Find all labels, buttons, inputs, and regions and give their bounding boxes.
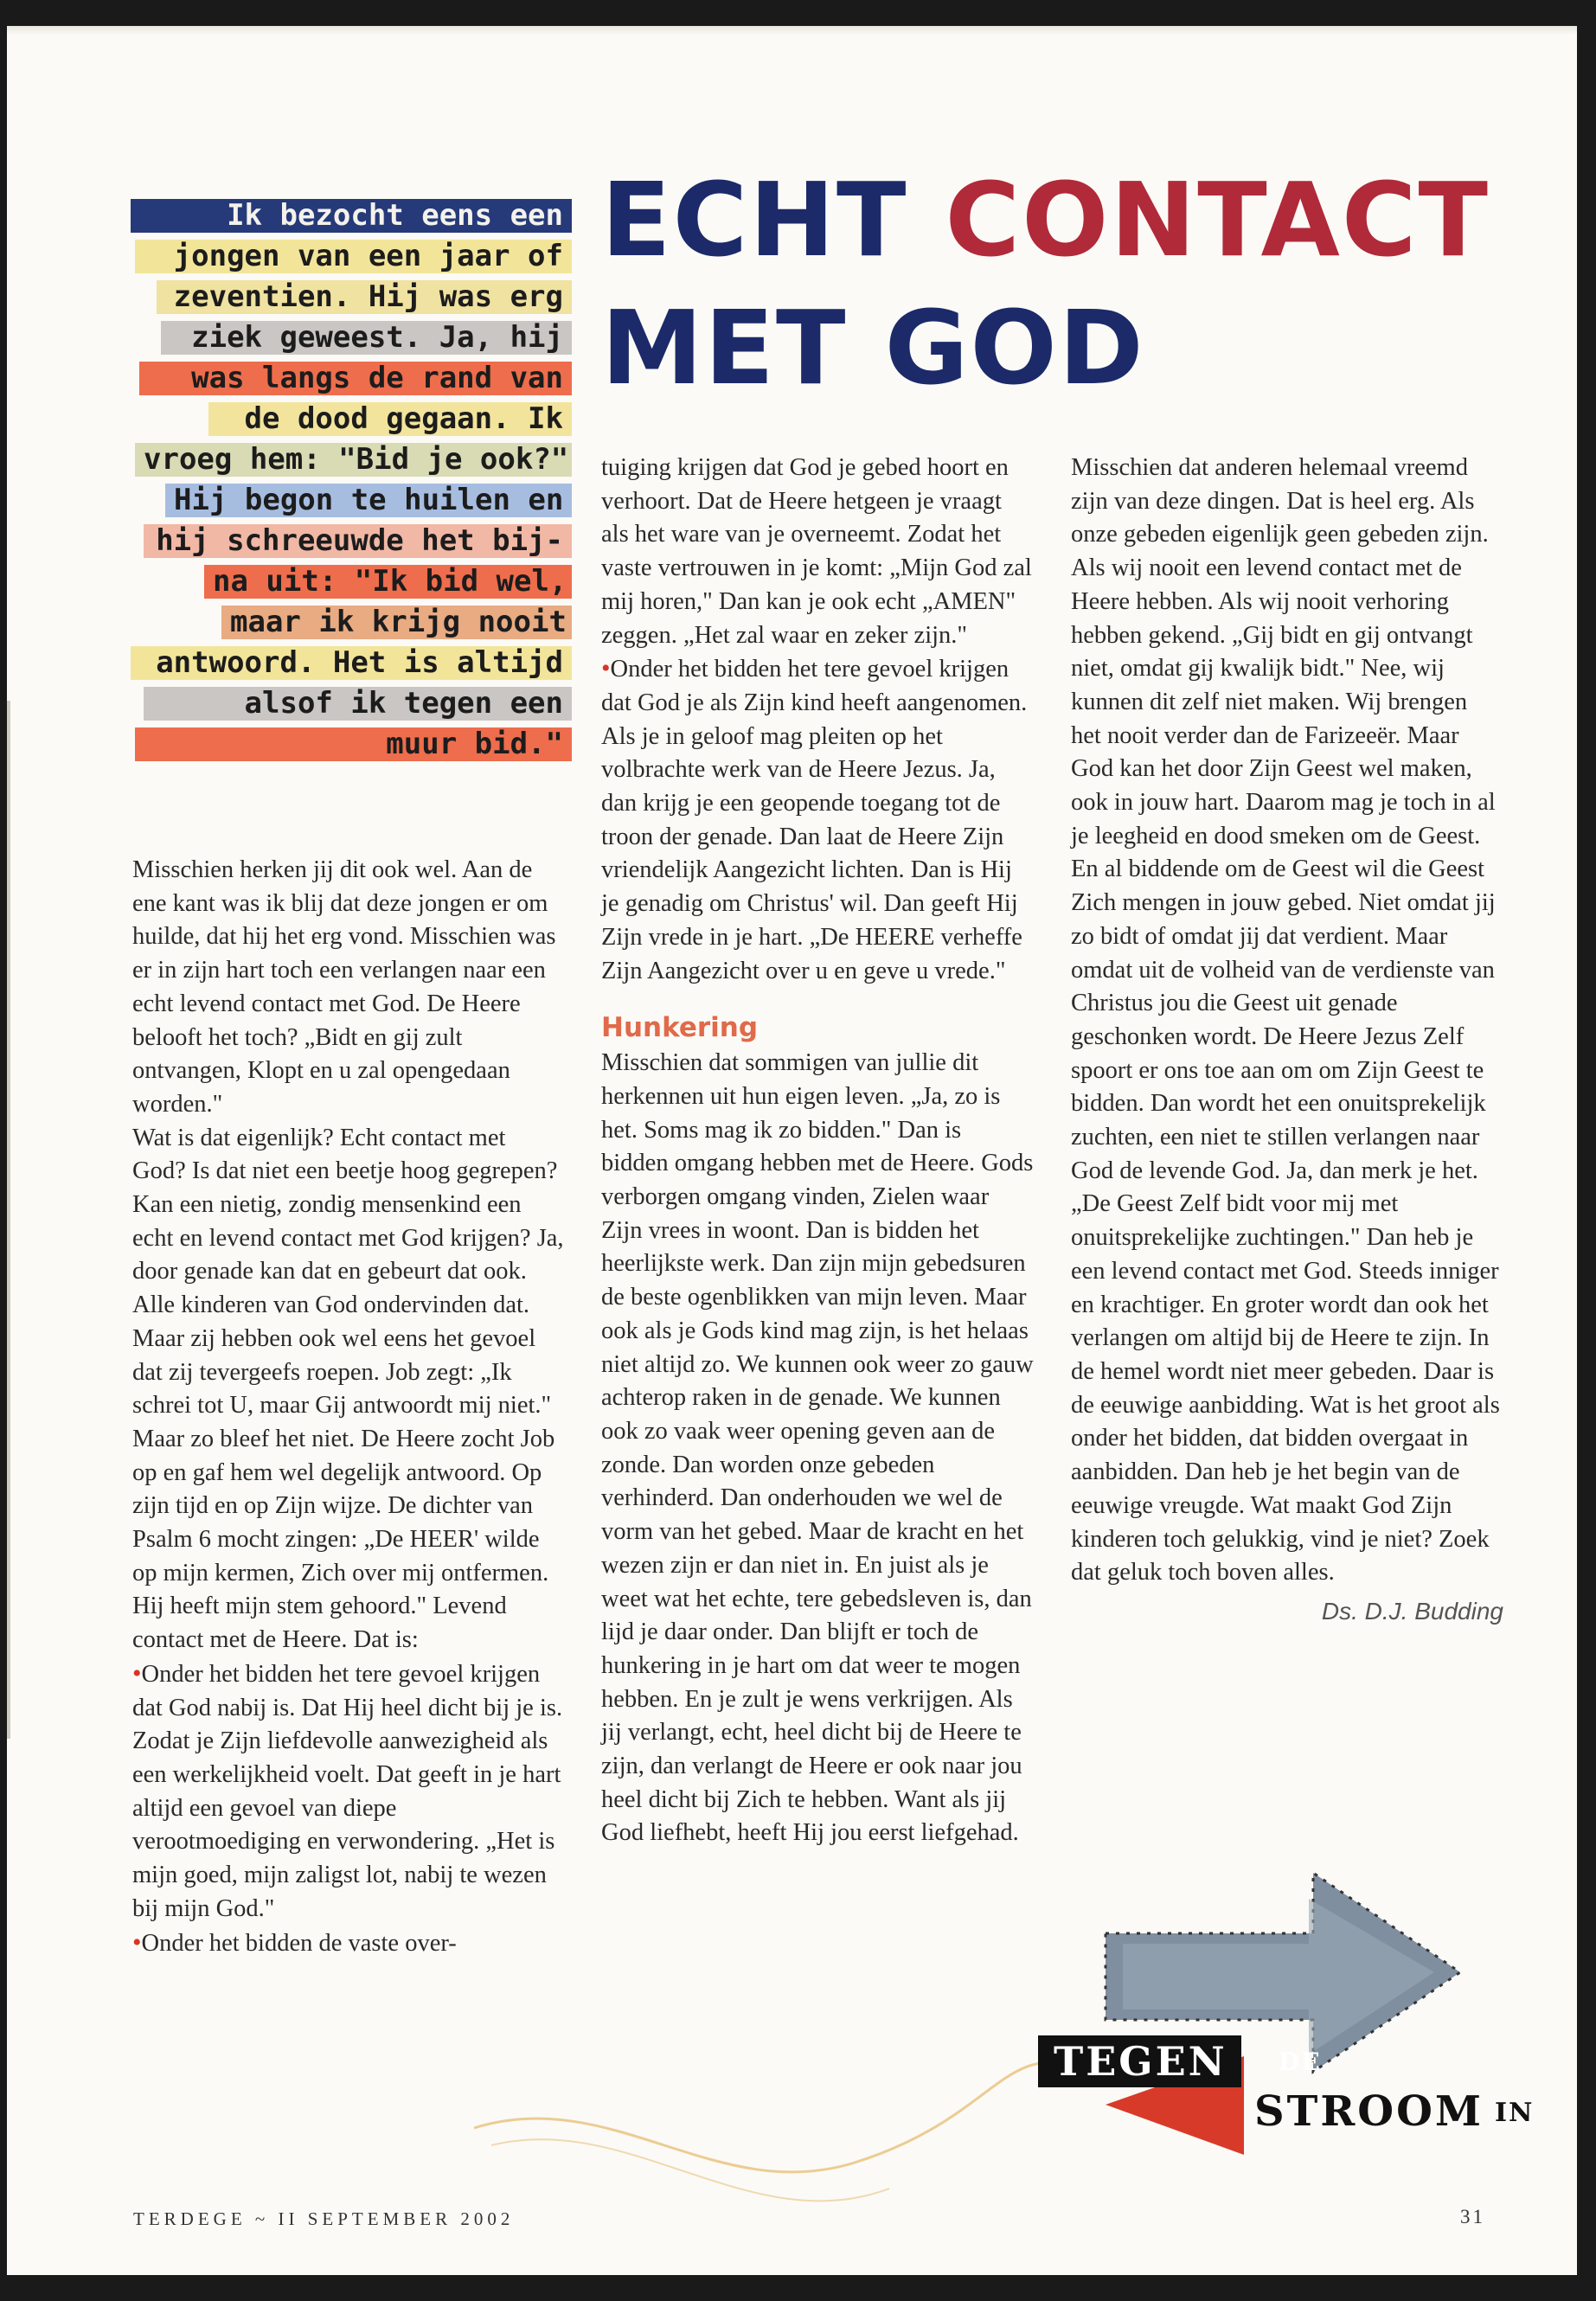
quote-line: muur bid." bbox=[135, 727, 572, 761]
logo-word-in: IN bbox=[1495, 2098, 1535, 2128]
paragraph: tuiging krijgen dat God je gebed hoort en verhoort. Dat de Heere hetgeen je vraagt als het ware van je overneemt. Zodat het vaste vertrouwen in je komt: „Mijn God zal mij horen," Dan kan je ook echt „AMEN" zeggen. „Het zal waar en zeker zijn." bbox=[601, 454, 1032, 649]
quote-line: na uit: "Ik bid wel, bbox=[204, 565, 572, 599]
quote-line: ziek geweest. Ja, hij bbox=[161, 321, 572, 355]
quote-line: jongen van een jaar of bbox=[135, 240, 572, 273]
quote-line: de dood gegaan. Ik bbox=[208, 402, 572, 436]
footer-publication: TERDEGE ~ II SEPTEMBER 2002 bbox=[133, 2208, 515, 2229]
logo-word-tegen: TEGEN bbox=[1038, 2035, 1241, 2087]
tegen-de-stroom-in-logo bbox=[1028, 1864, 1564, 2193]
page-number: 31 bbox=[1460, 2206, 1485, 2227]
paragraph: Misschien dat sommigen van jullie dit herkennen uit hun eigen leven. „Ja, zo is het. Soms mag ik zo bidden." Dan is bidden omgang hebben met de Heere. Gods verborgen omgang vinden, Zielen waar Zijn vrees in woont. Dan is bidden het heerlijkste werk. Dan zijn mijn gebedsuren de beste ogenblikken van mijn leven. Maar ook als je Gods kind mag zijn, is het helaas niet altijd zo. We kunnen ook weer zo gauw achterop raken in de genade. We kunnen ook zo vaak weer opening geven aan de zonde. Dan worden onze gebeden verhinderd. Dan onderhouden we wel de vorm van het gebed. Maar de kracht en het wezen zijn er dan niet in. En juist als je weet wat het echte, tere gebedsleven is, dan lijd je daar onder. Dan blijft er toch de hunkering in je hart om dat weer te mogen hebben. En je zult je wens verkrijgen. Als jij verlangt, echt, heel dicht bij de Heere te zijn, dan verlangt de Heere er ook naar jou heel dicht bij Zich te hebben. Want als jij God liefhebt, heeft Hij jou eerst liefgehad. bbox=[601, 1049, 1034, 1847]
title-word-echt: ECHT bbox=[601, 160, 908, 279]
quote-line: vroeg hem: "Bid je ook?" bbox=[135, 443, 572, 477]
quote-line: hij schreeuwde het bij- bbox=[144, 524, 572, 558]
title-word-contact: CONTACT bbox=[945, 160, 1490, 279]
body-column-1 bbox=[132, 854, 565, 1960]
paragraph: Misschien dat anderen helemaal vreemd zijn van deze dingen. Dat is heel erg. Als onze gebeden eigenlijk geen gebeden zijn. Als wij nooit een levend contact met de Heere hebben. Als wij nooit verhoring hebben gekend. „Gij bidt en gij ontvangt niet, omdat gij kwalijk bidt." Nee, wij kunnen dit zelf niet maken. Wij brengen het nooit verder dan de Farizeeër. Maar God kan het door Zijn Geest wel maken, ook in jouw hart. Daarom mag je toch in al je leegheid en dood smeken om de Geest. En al biddende om de Geest wil die Geest Zich mengen in jouw gebed. Niet omdat jij zo bidt of omdat jij dat verdient. Maar omdat uit de volheid van de verdienste van Christus jou die Geest uit genade geschonken wordt. De Heere Jezus Zelf spoort er ons toe aan om om Zijn Geest te bidden. Dan wordt het een onuitsprekelijk zuchten, een niet te stillen verlangen naar God de levende God. Ja, dan merk je het. „De Geest Zelf bidt voor mij met onuitsprekelijke zuchtingen." Dan heb je een levend contact met God. Steeds inniger en krachtiger. En groter wordt dan ook het verlangen om altijd bij de Heere te zijn. In de hemel wordt niet meer gebeden. Daar is de eeuwige aanbidding. Wat is het groot als onder het bidden, dat bidden overgaat in aanbidden. Dan heb je het begin van de eeuwige vreugde. Wat maakt God Zijn kinderen toch gelukkig, vind je niet? Zoek dat geluk toch boven alles. bbox=[1071, 454, 1500, 1586]
arrow-graphic bbox=[1028, 1864, 1564, 2193]
logo-word-de: DE bbox=[1279, 2048, 1322, 2076]
quote-line: was langs de rand van bbox=[139, 362, 572, 395]
body-column-2 bbox=[601, 452, 1034, 1850]
quote-line: Hij begon te huilen en bbox=[165, 484, 572, 517]
paragraph: Wat is dat eigenlijk? Echt contact met God? Is dat niet een beetje hoog gegrepen? Kan een nietig, zondig mensenkind een echt en levend contact met God krijgen? Ja, door genade kan dat en gebeurt dat ook. Alle kinderen van God ondervinden dat. Maar zij hebben ook wel eens het gevoel dat zij tevergeefs roepen. Job zegt: „Ik schrei tot U, maar Gij antwoordt mij niet." Maar zo bleef het niet. De Heere zocht Job op en gaf hem wel degelijk antwoord. Op zijn tijd en op Zijn wijze. De dichter van Psalm 6 mocht zingen: „De HEER' wilde op mijn kermen, Zich over mij ontfermen. Hij heeft mijn stem gehoord." Levend contact met de Heere. Dat is: bbox=[132, 1124, 564, 1654]
page-edge-rule bbox=[7, 701, 10, 1739]
author-signature: Ds. D.J. Budding bbox=[1321, 1597, 1503, 1625]
logo-word-stroom: STROOM bbox=[1254, 2087, 1484, 2136]
bullet-paragraph: • Onder het bidden het tere gevoel krijgen dat God nabij is. Dat Hij heel dicht bij je is. Zodat je Zijn liefdevolle aanwezigheid als een werkelijkheid voelt. Dat geeft in je hart altijd een gevoel van diepe verootmoediging en verwondering. „Het is mijn goed, mijn zaligst lot, nabij te wezen bij mijn God." bbox=[132, 1657, 565, 1926]
quote-line: zeventien. Hij was erg bbox=[157, 280, 572, 314]
bullet-paragraph: • Onder het bidden de vaste over- bbox=[132, 1926, 565, 1961]
body-column-3 bbox=[1071, 452, 1503, 1629]
paragraph: Misschien herken jij dit ook wel. Aan de ene kant was ik blij dat deze jongen er om huilde, dat hij het erg vond. Misschien was er in zijn hart toch een verlangen naar een echt levend contact met God. De Heere belooft het toch? „Bidt en gij zult ontvangen, Klopt en u zal opengedaan worden." bbox=[132, 856, 556, 1118]
quote-line: Ik bezocht eens een bbox=[131, 199, 572, 233]
section-heading: Hunkering bbox=[601, 1012, 759, 1044]
bullet-paragraph: • Onder het bidden het tere gevoel krijgen dat God je als Zijn kind heeft aangenomen. Als je in geloof mag pleiten op het volbrachte werk van de Heere Jezus. Ja, dan krijg je een geopende toegang tot de troon der genade. Dan laat de Heere Zijn vriendelijk Aangezicht lichten. Dan is Hij je genadig om Christus' wil. Dan geeft Hij Zijn vrede in je hart. „De HEERE verheffe Zijn Aangezicht over u en geve u vrede." bbox=[601, 652, 1034, 988]
magazine-page bbox=[7, 26, 1577, 2275]
quote-line: alsof ik tegen een bbox=[144, 687, 572, 721]
quote-line: maar ik krijg nooit bbox=[221, 606, 572, 639]
pull-quote bbox=[131, 199, 572, 768]
quote-line: antwoord. Het is altijd bbox=[131, 646, 572, 680]
title-line-met-god: MET GOD bbox=[601, 288, 1145, 407]
article-title bbox=[601, 156, 1561, 412]
